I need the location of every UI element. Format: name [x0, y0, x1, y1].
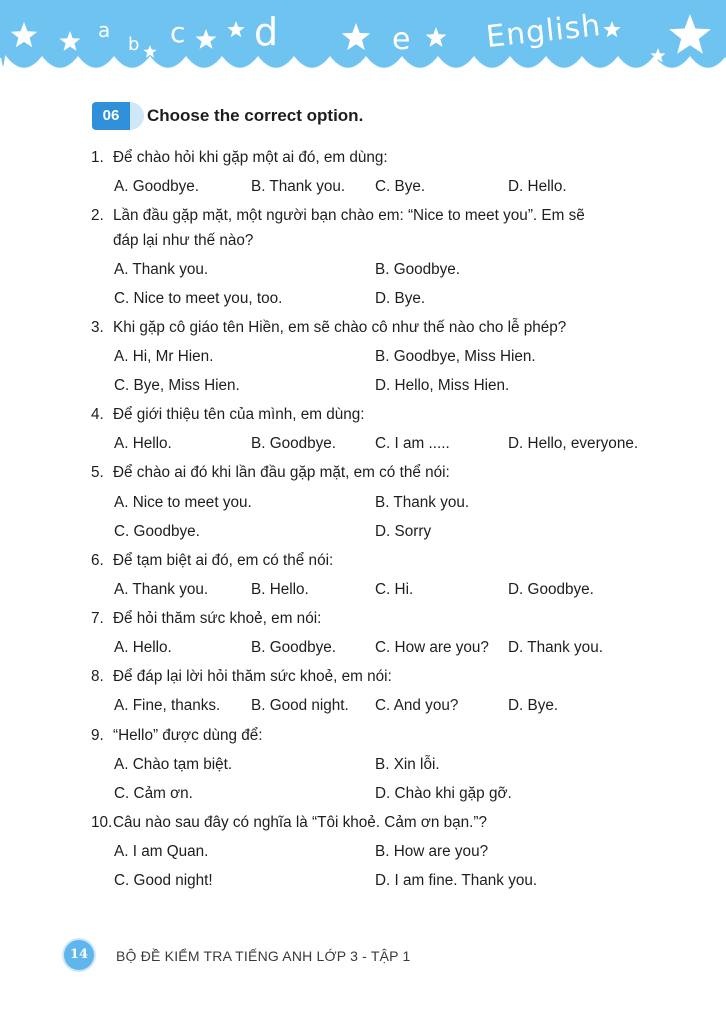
q7-option-c[interactable]: C. How are you?	[375, 639, 489, 656]
section-number-badge: 06	[92, 102, 130, 130]
question-number: 5.	[91, 464, 104, 481]
page-number: 14	[64, 940, 94, 970]
q3-option-c[interactable]: C. Bye, Miss Hien.	[114, 377, 240, 394]
question-number: 10.	[91, 814, 113, 831]
question-text: Để chào hỏi khi gặp một ai đó, em dùng:	[113, 149, 388, 166]
question-10	[91, 813, 487, 833]
q7-option-d[interactable]: D. Thank you.	[508, 639, 603, 656]
question-3	[91, 318, 566, 338]
header-letter-c: c	[170, 16, 186, 49]
question-number: 7.	[91, 610, 104, 627]
q5-option-c[interactable]: C. Goodbye.	[114, 523, 200, 540]
q6-option-d[interactable]: D. Goodbye.	[508, 581, 594, 598]
question-9	[91, 726, 263, 746]
q3-option-b[interactable]: B. Goodbye, Miss Hien.	[375, 348, 536, 365]
q2-option-b[interactable]: B. Goodbye.	[375, 261, 461, 278]
question-2	[91, 206, 585, 226]
question-text: Để hỏi thăm sức khoẻ, em nói:	[113, 610, 322, 627]
badge-tab-decoration	[130, 102, 144, 130]
q9-option-a[interactable]: A. Chào tạm biệt.	[114, 756, 233, 773]
q5-option-b[interactable]: B. Thank you.	[375, 494, 470, 511]
q4-option-a[interactable]: A. Hello.	[114, 435, 172, 452]
q1-option-d[interactable]: D. Hello.	[508, 178, 567, 195]
question-text: Để tạm biệt ai đó, em có thể nói:	[113, 552, 334, 569]
q4-option-b[interactable]: B. Goodbye.	[251, 435, 337, 452]
q9-option-c[interactable]: C. Cảm ơn.	[114, 785, 193, 802]
q2-option-a[interactable]: A. Thank you.	[114, 261, 209, 278]
question-number: 4.	[91, 406, 104, 423]
question-number: 2.	[91, 207, 104, 224]
q2-option-c[interactable]: C. Nice to meet you, too.	[114, 290, 283, 307]
q1-option-b[interactable]: B. Thank you.	[251, 178, 346, 195]
question-number: 3.	[91, 319, 104, 336]
question-text: Để giới thiệu tên của mình, em dùng:	[113, 406, 365, 423]
question-7	[91, 609, 321, 629]
q7-option-b[interactable]: B. Goodbye.	[251, 639, 337, 656]
q2-option-d[interactable]: D. Bye.	[375, 290, 426, 307]
q10-option-b[interactable]: B. How are you?	[375, 843, 489, 860]
header-letter-d: d	[254, 10, 279, 54]
question-2-line-2	[91, 231, 253, 251]
q6-option-c[interactable]: C. Hi.	[375, 581, 414, 598]
question-number: 1.	[91, 149, 104, 166]
q8-option-b[interactable]: B. Good night.	[251, 697, 349, 714]
q7-option-a[interactable]: A. Hello.	[114, 639, 172, 656]
q1-option-c[interactable]: C. Bye.	[375, 178, 426, 195]
q10-option-a[interactable]: A. I am Quan.	[114, 843, 209, 860]
question-text: Lần đầu gặp mặt, một người bạn chào em: “Nice to meet you”. Em sẽ	[113, 207, 585, 224]
q9-option-d[interactable]: D. Chào khi gặp gỡ.	[375, 785, 512, 802]
footer-book-title: BỘ ĐỀ KIỂM TRA TIẾNG ANH LỚP 3 - TẬP 1	[116, 948, 411, 964]
question-text: đáp lại như thế nào?	[113, 232, 254, 249]
question-text: “Hello” được dùng để:	[113, 727, 263, 744]
question-text: Để đáp lại lời hỏi thăm sức khoẻ, em nói:	[113, 668, 392, 685]
q5-option-a[interactable]: A. Nice to meet you.	[114, 494, 252, 511]
q8-option-a[interactable]: A. Fine, thanks.	[114, 697, 221, 714]
q3-option-a[interactable]: A. Hi, Mr Hien.	[114, 348, 214, 365]
q10-option-d[interactable]: D. I am fine. Thank you.	[375, 872, 538, 889]
q4-option-c[interactable]: C. I am .....	[375, 435, 450, 452]
section-title: Choose the correct option.	[147, 106, 364, 125]
q8-option-d[interactable]: D. Bye.	[508, 697, 559, 714]
question-number: 9.	[91, 727, 104, 744]
question-8	[91, 667, 392, 687]
q1-option-a[interactable]: A. Goodbye.	[114, 178, 200, 195]
header-letter-a: a	[98, 18, 111, 42]
header-banner	[0, 0, 726, 82]
q4-option-d[interactable]: D. Hello, everyone.	[508, 435, 639, 452]
header-letter-e: e	[392, 22, 411, 57]
q8-option-c[interactable]: C. And you?	[375, 697, 459, 714]
q10-option-c[interactable]: C. Good night!	[114, 872, 213, 889]
question-5	[91, 463, 450, 483]
question-4	[91, 405, 365, 425]
question-text: Khi gặp cô giáo tên Hiền, em sẽ chào cô như thế nào cho lễ phép?	[113, 319, 567, 336]
question-text: Câu nào sau đây có nghĩa là “Tôi khoẻ. Cảm ơn bạn.”?	[113, 814, 487, 831]
question-6	[91, 551, 333, 571]
q6-option-b[interactable]: B. Hello.	[251, 581, 309, 598]
header-word-english: English	[484, 8, 603, 55]
q3-option-d[interactable]: D. Hello, Miss Hien.	[375, 377, 510, 394]
question-number: 8.	[91, 668, 104, 685]
q6-option-a[interactable]: A. Thank you.	[114, 581, 209, 598]
q9-option-b[interactable]: B. Xin lỗi.	[375, 756, 440, 773]
question-1	[91, 148, 388, 168]
header-letter-b: b	[128, 34, 140, 55]
question-number: 6.	[91, 552, 104, 569]
question-text: Để chào ai đó khi lần đầu gặp mặt, em có thể nói:	[113, 464, 450, 481]
q5-option-d[interactable]: D. Sorry	[375, 523, 432, 540]
